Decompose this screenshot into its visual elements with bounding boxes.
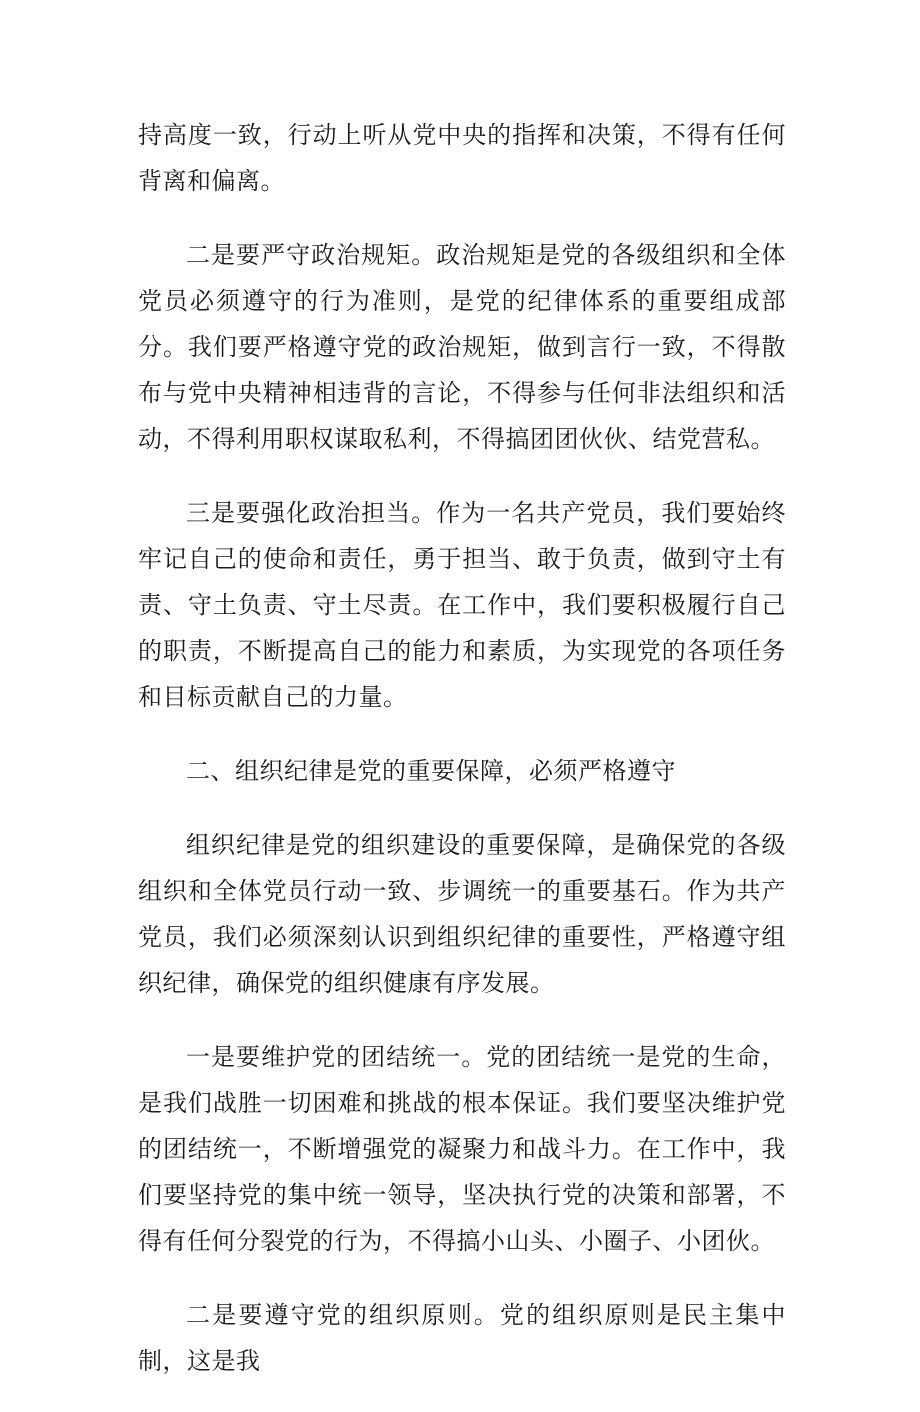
paragraph-organizational-discipline: 组织纪律是党的组织建设的重要保障，是确保党的各级组织和全体党员行动一致、步调统一的重要基石。作为共产党员，我们必须深刻认识到组织纪律的重要性，严格遵守组织纪律，确保党的组织健康有序发展。 xyxy=(138,831,786,997)
paragraph-political-responsibility: 三是要强化政治担当。作为一名共产党员，我们要始终牢记自己的使命和责任，勇于担当、敢于负责，做到守土有责、守土负责、守土尽责。在工作中，我们要积极履行自己的职责，不断提高自己的能力和素质，为实现党的各项任务和目标贡献自己的力量。 xyxy=(138,499,786,711)
paragraph-party-unity: 一是要维护党的团结统一。党的团结统一是党的生命，是我们战胜一切困难和挑战的根本保证。我们要坚决维护党的团结统一，不断增强党的凝聚力和战斗力。在工作中，我们要坚持党的集中统一领导，坚决执行党的决策和部署，不得有任何分裂党的行为，不得搞小山头、小圈子、小团伙。 xyxy=(138,1043,786,1255)
document-body xyxy=(138,112,786,1412)
paragraph-organizational-principles: 二是要遵守党的组织原则。党的组织原则是民主集中制，这是我 xyxy=(138,1301,786,1375)
paragraph-political-rules: 二是要严守政治规矩。政治规矩是党的各级组织和全体党员必须遵守的行为准则，是党的纪律体系的重要组成部分。我们要严格遵守党的政治规矩，做到言行一致，不得散布与党中央精神相违背的言论，不得参与任何非法组织和活动，不得利用职权谋取私利，不得搞团团伙伙、结党营私。 xyxy=(138,241,786,453)
paragraph-continuation: 持高度一致，行动上听从党中央的指挥和决策，不得有任何背离和偏离。 xyxy=(138,121,786,195)
section-heading-organizational-discipline: 二、组织纪律是党的重要保障，必须严格遵守 xyxy=(186,757,676,785)
